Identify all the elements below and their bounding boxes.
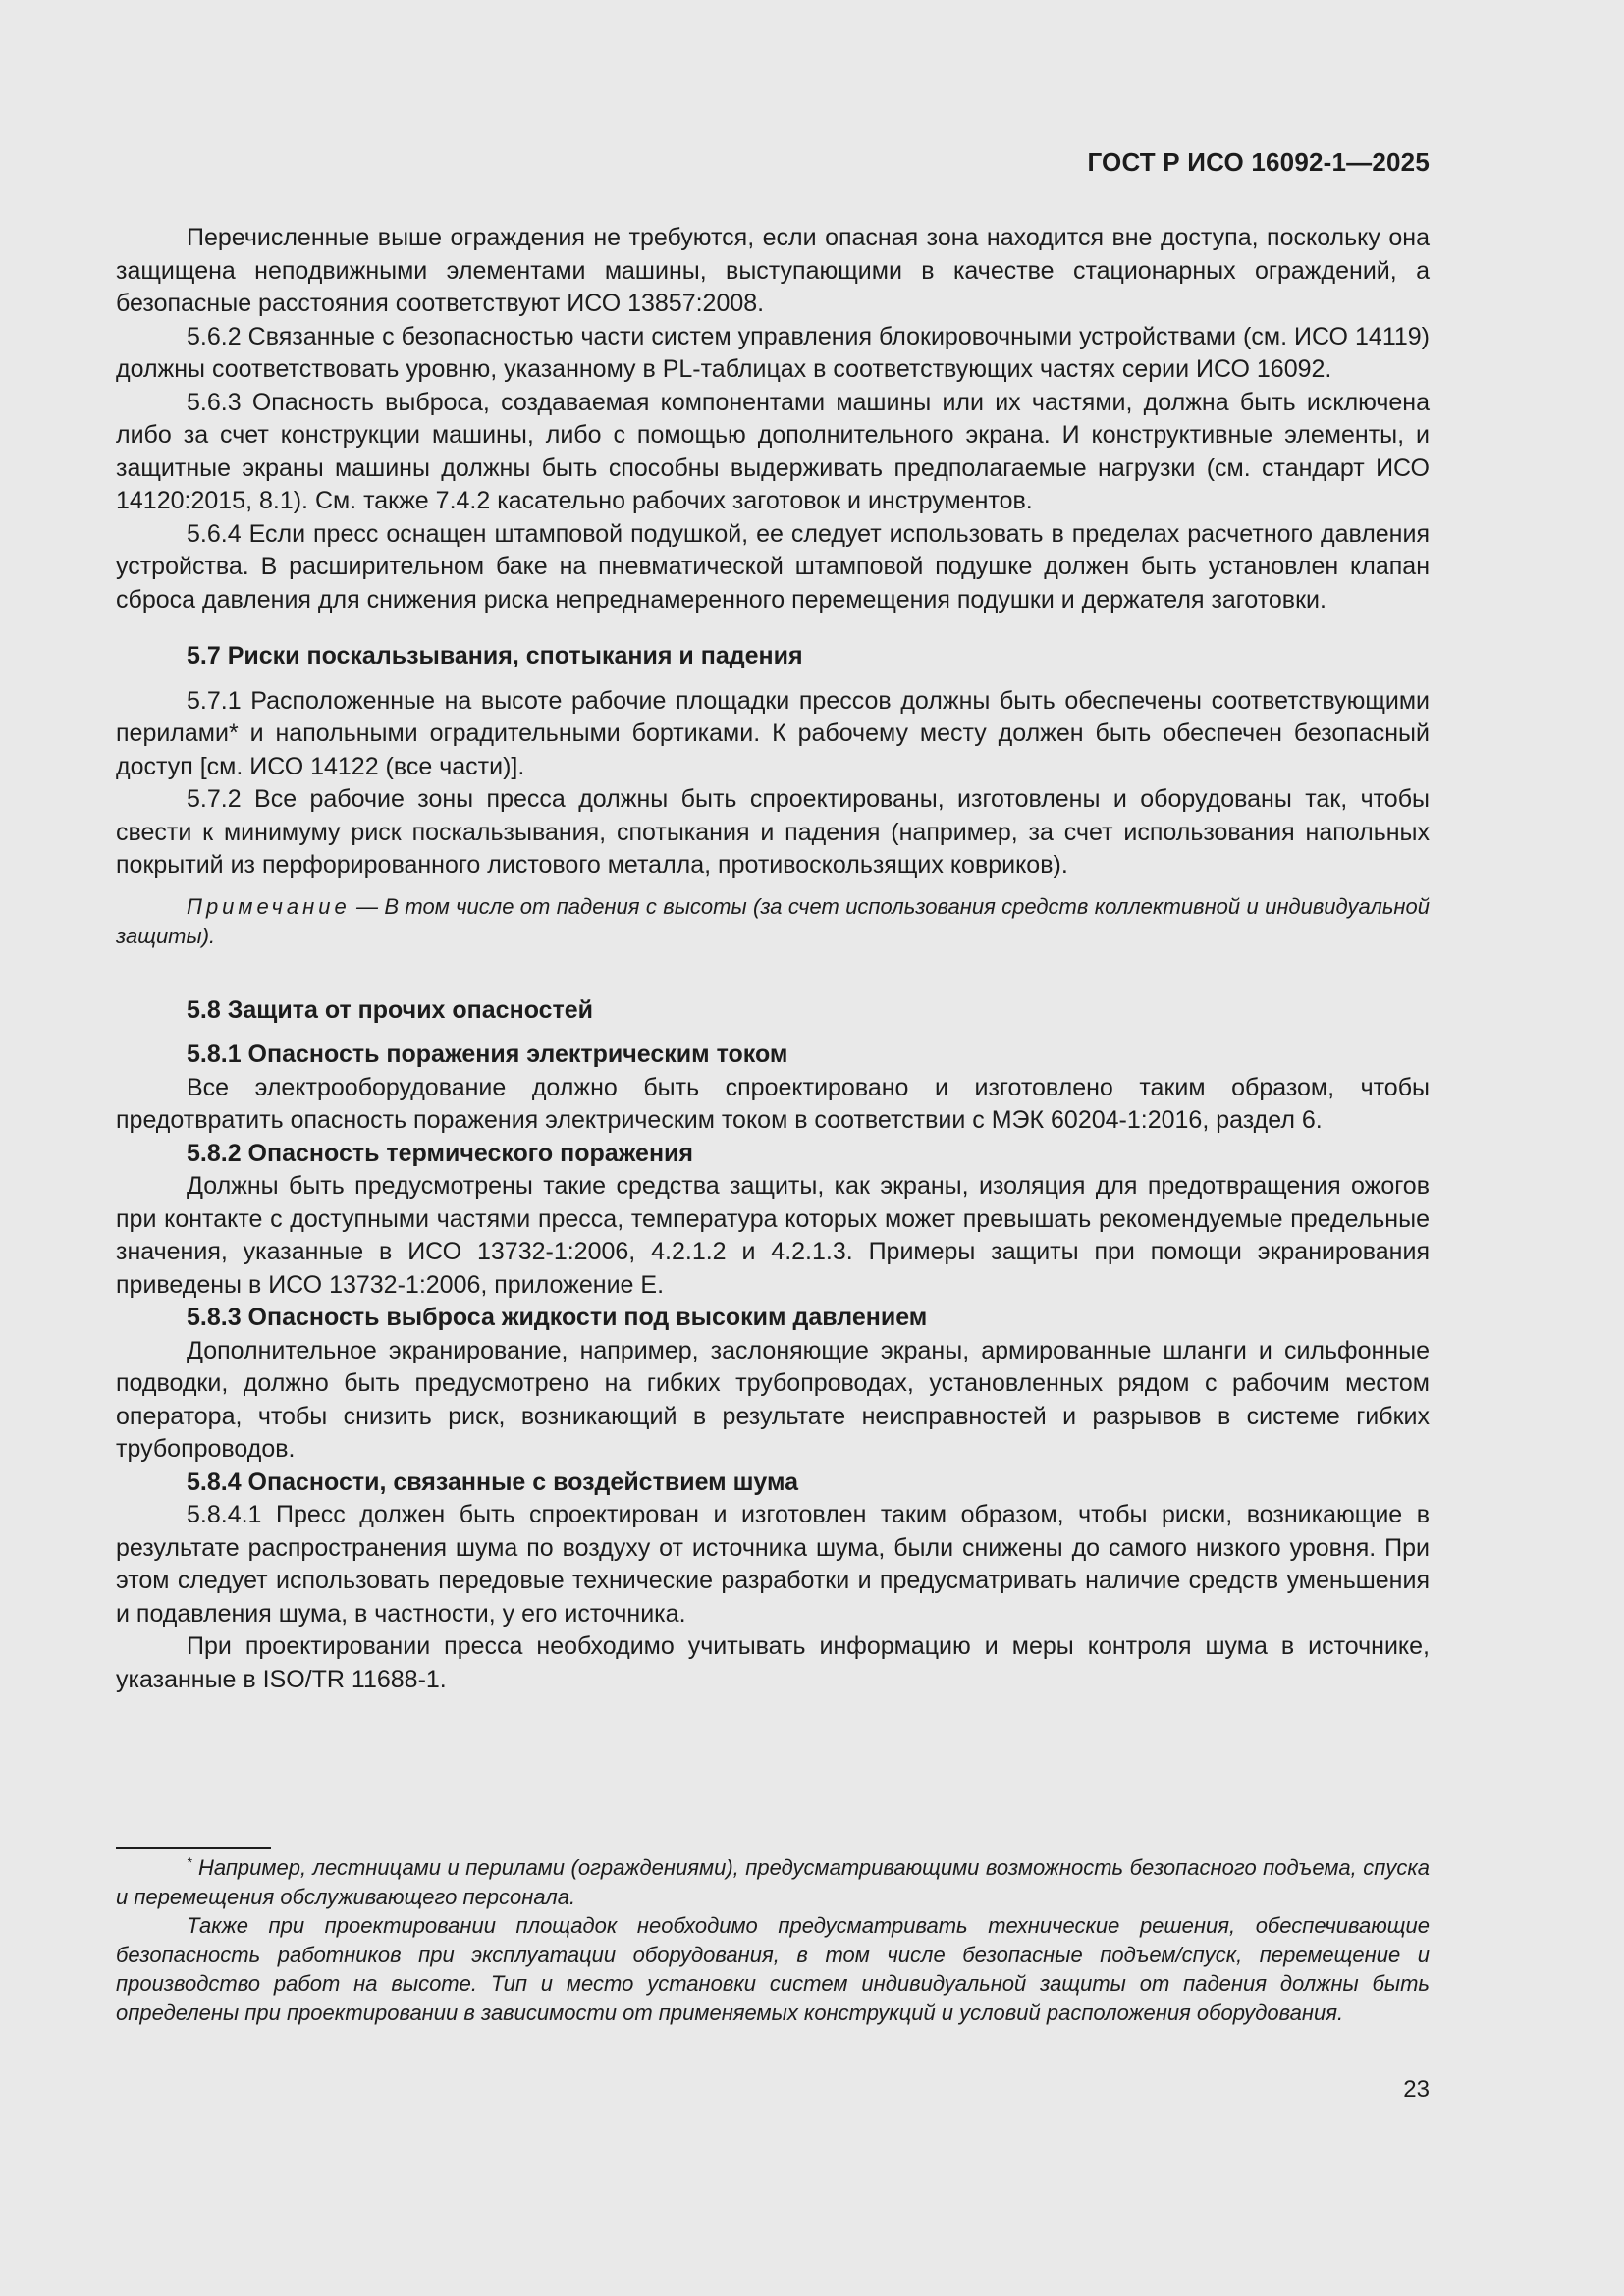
- footnote-divider: [116, 1847, 271, 1849]
- heading-5-8-3: 5.8.3 Опасность выброса жидкости под высоким давлением: [187, 1304, 928, 1331]
- paragraph-5-8-1: Все электрооборудование должно быть спроектировано и изготовлено таким образом, чтобы предотвратить опасность поражения электрическим током в соответствии с МЭК 60204-1:2016, раздел 6.: [116, 1073, 1430, 1134]
- heading-5-8: 5.8 Защита от прочих опасностей: [187, 995, 594, 1024]
- heading-5-8-2: 5.8.2 Опасность термического поражения: [187, 1139, 694, 1167]
- footnote-2: Также при проектировании площадок необходимо предусматривать технические решения, обеспечивающие безопасность работников при эксплуатации оборудования, в том числе безопасные подъем/спуск, перемещение и производство работ на высоте. Тип и место установки систем индивидуальной защиты от падения должны быть определены при проектировании в зависимости от применяемых конструкций и условий расположения оборудования.: [116, 1913, 1430, 2025]
- note-label: Примечание: [187, 893, 351, 919]
- paragraph-5-8-3: Дополнительное экранирование, например, заслоняющие экраны, армированные шланги и сильфонные подводки, должно быть предусмотрено на гибких трубопроводах, установленных рядом с рабочим местом оператора, чтобы снизить риск, возникающий в результате неисправностей и разрывов в системе гибких трубопроводов.: [116, 1336, 1430, 1463]
- footnotes: [116, 1853, 1430, 2027]
- footnote-1: [116, 1853, 1430, 1911]
- document-code-header: ГОСТ Р ИСО 16092-1—2025: [1087, 147, 1430, 177]
- paragraph-5-6-3: 5.6.3 Опасность выброса, создаваемая компонентами машины или их частями, должна быть исключена либо за счет конструкции машины, либо с помощью дополнительного экрана. И конструктивные элементы, и защитные экраны машины должны быть способны выдерживать предполагаемые нагрузки (см. стандарт ИСО 14120:2015, 8.1). См. также 7.4.2 касательно рабочих заготовок и инструментов.: [116, 388, 1430, 514]
- heading-5-8-4: 5.8.4 Опасности, связанные с воздействием шума: [187, 1468, 799, 1496]
- page-number: 23: [1403, 2076, 1430, 2103]
- heading-5-8-1: 5.8.1 Опасность поражения электрическим током: [187, 1041, 788, 1068]
- footnote-marker: *: [187, 1854, 192, 1870]
- paragraph-5-7-1: 5.7.1 Расположенные на высоте рабочие площадки прессов должны быть обеспечены соответствующими перилами* и напольными оградительными бортиками. К рабочему месту должен быть обеспечен безопасный доступ [см. ИСО 14122 (все части)].: [116, 686, 1430, 780]
- paragraph-5-6-4: 5.6.4 Если пресс оснащен штамповой подушкой, ее следует использовать в пределах расчетного давления устройства. В расширительном баке на пневматической штамповой подушке должен быть установлен клапан сброса давления для снижения риска непреднамеренного перемещения подушки и держателя заготовки.: [116, 519, 1430, 614]
- paragraph-guards-note: Перечисленные выше ограждения не требуются, если опасная зона находится вне доступа, поскольку она защищена неподвижными элементами машины, выступающими в качестве стационарных ограждений, а безопасные расстояния соответствуют ИСО 13857:2008.: [116, 224, 1430, 317]
- paragraph-5-6-2: 5.6.2 Связанные с безопасностью части систем управления блокировочными устройствами (см. ИСО 14119) должны соответствовать уровню, указанному в PL-таблицах в соответствующих частях серии ИСО 16092.: [116, 322, 1430, 383]
- paragraph-5-7-2: 5.7.2 Все рабочие зоны пресса должны быть спроектированы, изготовлены и оборудованы так, чтобы свести к минимуму риск поскальзывания, спотыкания и падения (например, за счет использования напольных покрытий из перфорированного листового металла, противоскользящих ковриков).: [116, 785, 1430, 879]
- paragraph-5-8-2: Должны быть предусмотрены такие средства защиты, как экраны, изоляция для предотвращения ожогов при контакте с доступными частями пресса, температура которых может превышать рекомендуемые предельные значения, указанные в ИСО 13732-1:2006, 4.2.1.2 и 4.2.1.3. Примеры защиты при помощи экранирования приведены в ИСО 13732-1:2006, приложение Е.: [116, 1172, 1430, 1299]
- footnote-1-text: Например, лестницами и перилами (ограждениями), предусматривающими возможность безопасного подъема, спуска и перемещения обслуживающего персонала.: [116, 1855, 1430, 1909]
- note-text: — В том числе от падения с высоты (за счет использования средств коллективной и индивидуальной защиты).: [116, 893, 1430, 948]
- heading-5-7: 5.7 Риски поскальзывания, спотыкания и падения: [187, 642, 803, 669]
- paragraph-5-8-4-1: 5.8.4.1 Пресс должен быть спроектирован и изготовлен таким образом, чтобы риски, возникающие в результате распространения шума по воздуху от источника шума, были снижены до самого низкого уровня. При этом следует использовать передовые технические разработки и предусматривать наличие средств уменьшения и подавления шума, в частности, у его источника.: [116, 1501, 1430, 1628]
- note-5-7-2: [116, 892, 1430, 951]
- page-content: [116, 222, 1430, 1696]
- paragraph-5-8-4-2: При проектировании пресса необходимо учитывать информацию и меры контроля шума в источнике, указанные в ISO/TR 11688-1.: [116, 1632, 1430, 1693]
